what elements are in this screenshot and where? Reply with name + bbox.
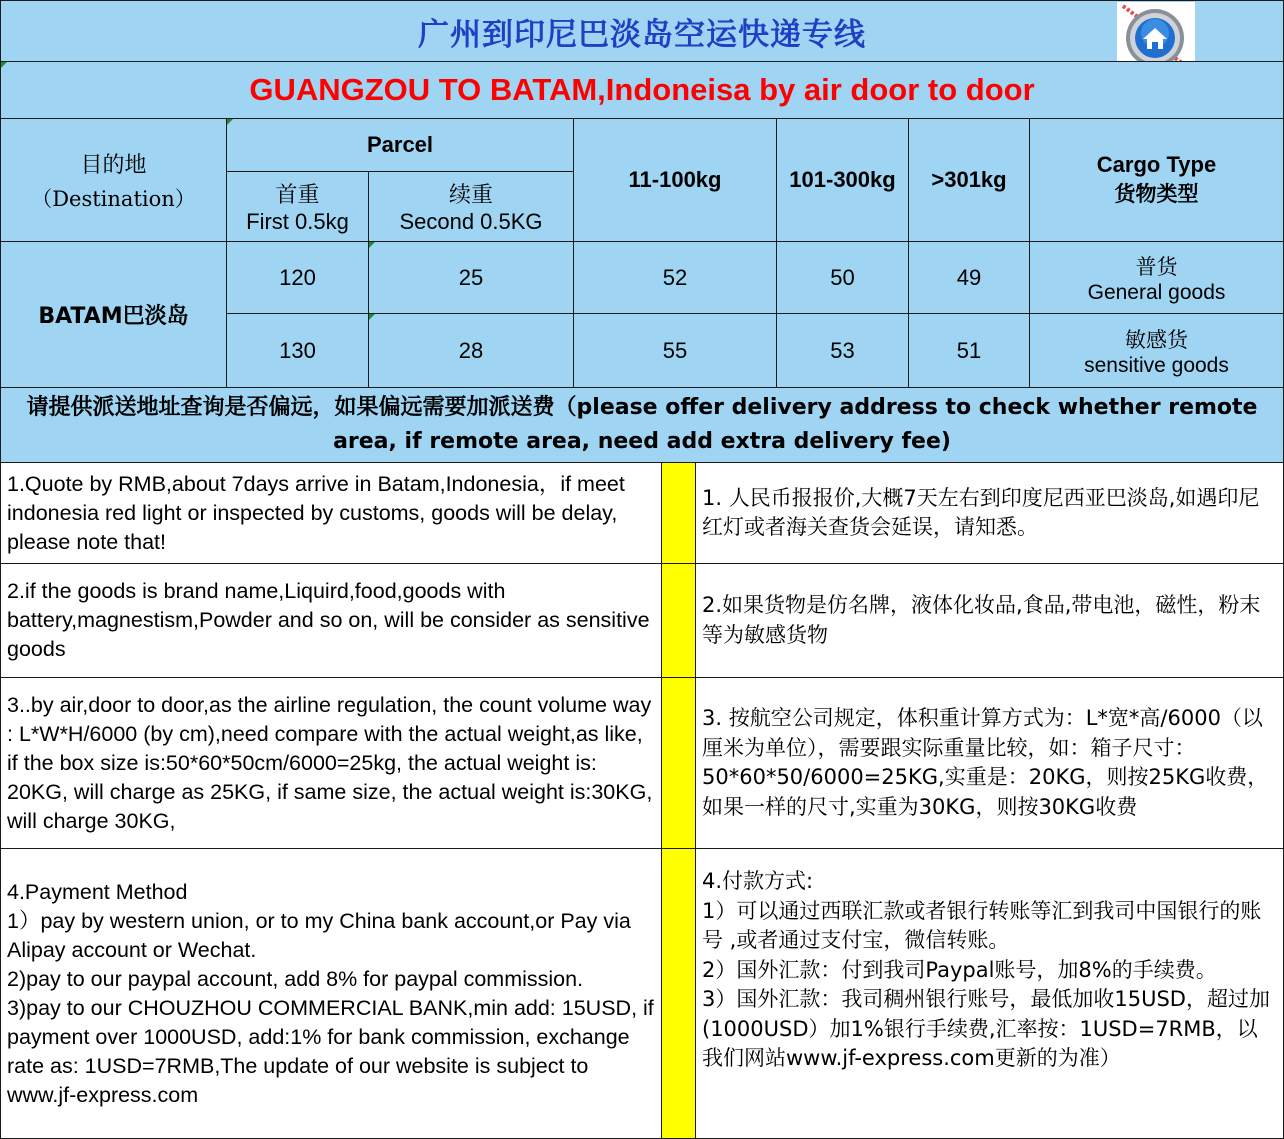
page-title-en: GUANGZOU TO BATAM,Indoneisa by air door to door: [249, 72, 1035, 107]
note-3-en: [0, 677, 662, 849]
cargo-en: General goods: [1087, 280, 1226, 304]
note-text: 2.如果货物是仿名牌，液体化妆品,食品,带电池，磁性，粉末等为敏感货物: [702, 593, 1261, 647]
cargo-cn: 敏感货: [1125, 327, 1188, 352]
cargo-type-cn: 货物类型: [1114, 182, 1199, 206]
col-101-300-label: 101-300kg: [789, 167, 896, 192]
col-11-100-label: 11-100kg: [628, 167, 722, 192]
header-301: [908, 118, 1030, 242]
price-first: 120: [279, 264, 316, 290]
note-text: 2.if the goods is brand name,Liquird,food,goods with battery,magnestism,Powder and so on, will be consider as sensitive goods: [7, 579, 650, 661]
note-text: 4.付款方式: 1）可以通过西联汇款或者银行转账等汇到我司中国银行的账号 ,或者通过支付宝，微信转账。 2）国外汇款：付到我司Paypal账号，加8%的手续费。 3）国外汇款：我司稠州银行账号，最低加收15USD，超过加(1000USD）加1%银行手续费,汇率按：1USD=7RMB，以我们网站www.jf-express.com更新的为准）: [702, 869, 1270, 1070]
table-row-2-first: [226, 313, 369, 388]
price-301: 49: [956, 264, 982, 290]
note-2-en: [0, 563, 662, 678]
note-text: 1.Quote by RMB,about 7days arrive in Batam,Indonesia，if meet indonesia red light or inspected by customs, goods will be delay, please note that!: [7, 471, 625, 554]
cargo-cn: 普货: [1135, 254, 1178, 279]
table-row-1-cargo: [1029, 241, 1284, 314]
table-row-2-second: [368, 313, 574, 388]
header-101-300: [776, 118, 909, 242]
price-101-300: 50: [830, 264, 855, 290]
price-101-300: 53: [830, 337, 855, 363]
header-11-100: [573, 118, 777, 242]
note-4-cn: [695, 848, 1284, 1139]
first-cn: 首重: [275, 183, 320, 208]
note-text: 1. 人民币报报价,大概7天左右到印度尼西亚巴淡岛,如遇印尼红灯或者海关查货会延误，请知悉。: [702, 485, 1260, 539]
note-3-divider: [661, 677, 696, 849]
table-row-2-101-300: [776, 313, 909, 388]
header-parcel: [226, 118, 574, 172]
destination-cn: 目的地: [80, 152, 147, 178]
destination-en: （Destination）: [31, 186, 196, 211]
note-1-divider: [661, 462, 696, 564]
table-row-1-11-100: [573, 241, 777, 314]
col-301-label: >301kg: [931, 167, 1007, 192]
note-text: 4.Payment Method 1）pay by western union, or to my China bank account,or Pay via Alipay account or Wechat. 2)pay to our paypal account, add 8% for paypal commission. 3)pay to our CHOUZHOU COMMERCIAL BANK,min add: 15USD, if payment over 1000USD, add:1% for bank commission, exchange rate as: 1USD=7RMB,The update of our website is subject to www.jf-express.com: [7, 879, 654, 1107]
note-3-cn: [695, 677, 1284, 849]
second-en: Second 0.5KG: [399, 209, 543, 234]
table-row-2-cargo: [1029, 313, 1284, 388]
header-destination: [0, 118, 227, 242]
remote-area-text: 请提供派送地址查询是否偏远，如果偏远需要加派送费（please offer delivery address to check whether remote area, if remote area, need add extra delivery fee): [26, 395, 1258, 454]
note-4-divider: [661, 848, 696, 1139]
note-2-divider: [661, 563, 696, 678]
table-row-2-301: [908, 313, 1030, 388]
table-row-1-first: [226, 241, 369, 314]
subtitle-bar: [0, 61, 1284, 119]
price-first: 130: [279, 337, 316, 363]
cargo-en: sensitive goods: [1084, 353, 1229, 377]
remote-area-note: [0, 387, 1284, 463]
price-11-100: 55: [662, 337, 688, 363]
price-second: 28: [458, 337, 484, 363]
note-2-cn: [695, 563, 1284, 678]
note-text: 3. 按航空公司规定，体积重计算方式为：L*宽*高/6000（以厘米为单位），需要跟实际重量比较，如：箱子尺寸：50*60*50/6000=25KG,实重是：20KG，则按25KG收费，如果一样的尺寸,实重为30KG，则按30KG收费: [702, 706, 1269, 819]
page-title-cn: 广州到印尼巴淡岛空运快递专线: [418, 16, 866, 53]
destination-value: BATAM巴淡岛: [38, 304, 189, 329]
first-en: First 0.5kg: [246, 209, 349, 234]
parcel-label: Parcel: [366, 132, 434, 157]
title-bar: [0, 0, 1284, 62]
note-4-en: [0, 848, 662, 1139]
header-cargo-type: [1029, 118, 1284, 242]
header-second: [368, 171, 574, 242]
header-first: [226, 171, 369, 242]
note-1-cn: [695, 462, 1284, 564]
cargo-type-en: Cargo Type: [1096, 152, 1217, 177]
note-1-en: [0, 462, 662, 564]
destination-cell: [0, 241, 227, 388]
price-second: 25: [458, 264, 484, 290]
table-row-1-second: [368, 241, 574, 314]
note-text: 3..by air,door to door,as the airline regulation, the count volume way : L*W*H/6000 (by cm),need compare with the actual weight,as like, if the box size is:50*60*50cm/6000=25kg, the actual weight is: 20KG, will charge as 25KG, if same size, the actual weight is:30KG, will charge 30KG,: [7, 692, 653, 833]
table-row-2-11-100: [573, 313, 777, 388]
price-301: 51: [956, 337, 982, 363]
price-11-100: 52: [662, 264, 688, 290]
table-row-1-101-300: [776, 241, 909, 314]
table-row-1-301: [908, 241, 1030, 314]
second-cn: 续重: [448, 183, 493, 208]
